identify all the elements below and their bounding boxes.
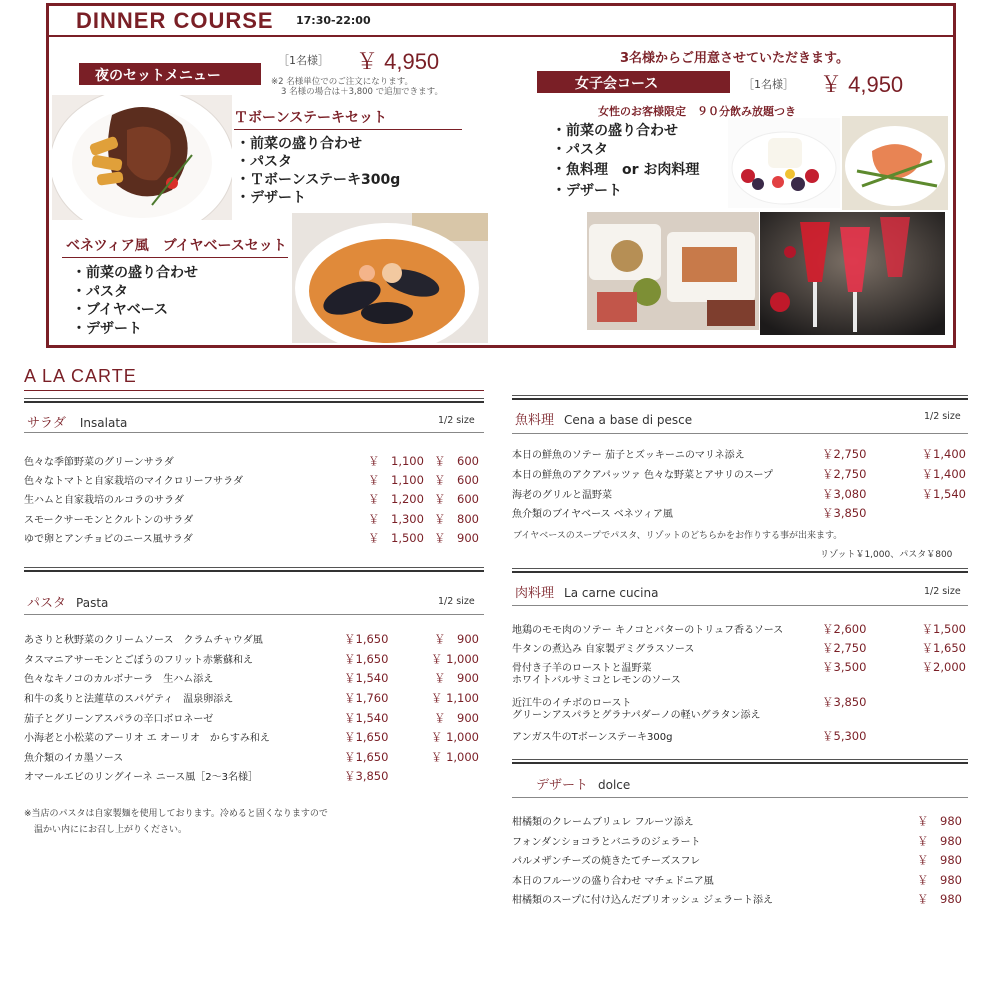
divider	[234, 129, 462, 130]
course-item: ・デザート	[552, 183, 622, 199]
tbone-steak-photo	[52, 95, 232, 220]
item-price: ￥2,750	[822, 641, 867, 655]
item-half-price: ￥ 600	[434, 492, 479, 506]
item-price: ￥2,750	[822, 447, 867, 461]
menu-row	[24, 491, 484, 509]
item-name: スモークサーモンとクルトンのサラダ	[24, 515, 194, 526]
item-price: ￥1,650	[344, 750, 389, 764]
item-name: ゆで卵とアンチョビのニース風サラダ	[24, 534, 193, 545]
item-name: 地鶏のモモ肉のソテー キノコとバターのトリュフ香るソース	[512, 625, 784, 636]
menu-row	[24, 631, 484, 649]
item-name: 海老のグリルと温野菜	[512, 490, 612, 501]
course-item: ・前菜の盛り合わせ	[72, 265, 198, 281]
course-item: ・デザート	[72, 321, 142, 337]
item-price: ￥ 1,200	[368, 492, 424, 506]
section-rule	[512, 568, 968, 573]
item-name: あさりと秋野菜のクリームソース クラムチャウダ風	[24, 635, 263, 646]
item-name: アンガス牛のTボーンステーキ300g	[512, 732, 673, 743]
item-half-price: ￥1,400	[921, 447, 966, 461]
item-price: ￥ 980	[917, 853, 962, 867]
menu-row	[24, 511, 484, 529]
section-title-jp: デザート	[536, 778, 589, 793]
section-title-jp: パスタ	[27, 596, 67, 611]
menu-row	[512, 728, 968, 746]
section-rule	[24, 398, 484, 403]
item-name: 柑橘類のスープに付け込んだブリオッシュ ジェラート添え	[512, 895, 773, 906]
pasta-section-title	[27, 592, 108, 611]
champagne-photo	[760, 212, 945, 335]
menu-row	[24, 453, 484, 471]
pasta-note: ※当店のパスタは自家製麺を使用しております。冷めると固くなりますので	[24, 809, 328, 819]
half-size-label: 1/2 size	[924, 586, 961, 597]
item-half-price: ￥1,500	[921, 622, 966, 636]
item-name: フォンダンショコラとバニラのジェラート	[512, 837, 701, 848]
item-subtitle: ホワイトバルサミコとレモンのソース	[512, 675, 681, 686]
item-price: ￥1,650	[344, 632, 389, 646]
item-half-price: ￥ 1,000	[430, 652, 479, 666]
item-price: ￥5,300	[822, 729, 867, 743]
item-name: 魚介類のブイヤベース ベネツィア風	[512, 509, 673, 520]
divider	[24, 390, 484, 391]
section-rule	[512, 759, 968, 764]
item-price: ￥ 980	[917, 892, 962, 906]
fish-section-title	[515, 409, 692, 428]
menu-row	[512, 694, 968, 722]
course-item: ・パスタ	[72, 284, 128, 300]
course-item: ・魚料理 or お肉料理	[552, 162, 700, 178]
item-half-price: ￥1,400	[921, 467, 966, 481]
section-title-jp: サラダ	[27, 416, 66, 431]
item-name: 和牛の炙りと法蓮草のスパゲティ 温泉卵添え	[24, 694, 234, 705]
item-half-price: ￥ 800	[434, 512, 479, 526]
course-item: ・ブイヤベース	[72, 302, 169, 318]
item-price: ￥ 980	[917, 873, 962, 887]
set-note: 3 名様の場合は＋3,800 で追加できます。	[281, 87, 443, 97]
menu-row	[24, 690, 484, 708]
item-half-price: ￥ 900	[434, 531, 479, 545]
item-price: ￥3,850	[822, 506, 867, 520]
item-name: タスマニアサーモンとごぼうのフリット赤紫蘇和え	[24, 655, 253, 666]
item-half-price: ￥ 900	[434, 711, 479, 725]
item-price: ￥3,500	[822, 660, 867, 674]
item-price: ￥ 1,100	[368, 454, 424, 468]
item-price: ￥ 980	[917, 834, 962, 848]
dessert-photo	[728, 118, 840, 208]
menu-row	[24, 472, 484, 490]
divider	[62, 257, 288, 258]
bouillabaisse-set-title: ベネツィア風 ブイヤベースセット	[66, 238, 287, 254]
bouillabaisse-photo	[292, 213, 488, 343]
girls-availability: 3名様からご用意させていただきます。	[620, 51, 850, 66]
course-item: ・Ｔボーンステーキ300g	[236, 172, 401, 188]
menu-row	[24, 651, 484, 669]
divider	[46, 35, 956, 37]
half-size-label: 1/2 size	[438, 596, 475, 607]
item-price: ￥1,650	[344, 652, 389, 666]
girls-price: ￥ 4,950	[820, 72, 904, 97]
item-half-price: ￥ 1,100	[430, 691, 479, 705]
item-price: ￥1,540	[344, 671, 389, 685]
course-item: ・前菜の盛り合わせ	[236, 136, 362, 152]
set-price: ￥ 4,950	[356, 49, 440, 74]
section-title-it: Cena a base di pesce	[564, 413, 693, 427]
item-name: 茄子とグリーンアスパラの辛口ボロネーゼ	[24, 714, 214, 725]
divider	[512, 605, 968, 606]
section-title-it: La carne cucina	[564, 586, 659, 600]
dinner-title: DINNER COURSE	[76, 8, 274, 33]
item-name: 色々なトマトと自家栽培のマイクロリーフサラダ	[24, 476, 243, 487]
menu-row	[512, 813, 962, 831]
set-menu-banner: 夜のセットメニュー	[79, 63, 261, 85]
item-half-price: ￥1,540	[921, 487, 966, 501]
course-item: ・デザート	[236, 190, 306, 206]
item-name: 本日の鮮魚のソテー 茄子とズッキーニのマリネ添え	[512, 450, 745, 461]
menu-row	[512, 486, 968, 504]
set-price-label: ［1名様］	[278, 54, 329, 67]
item-name: パルメザンチーズの焼きたてチーズスフレ	[512, 856, 701, 867]
item-name: 骨付き子羊のローストと温野菜	[512, 663, 652, 674]
menu-row	[24, 530, 484, 548]
salad-section-title	[27, 412, 127, 431]
section-title-it: Insalata	[79, 416, 128, 430]
course-item: ・パスタ	[236, 154, 292, 170]
item-price: ￥3,850	[344, 769, 389, 783]
item-name: 色々なキノコのカルボナーラ 生ハム添え	[24, 674, 214, 685]
divider	[24, 432, 484, 433]
dinner-hours: 17:30-22:00	[296, 14, 371, 27]
item-name: オマールエビのリングイーネ ニース風［2～3名様］	[24, 772, 259, 783]
item-name: 小海老と小松菜のアーリオ エ オーリオ からすみ和え	[24, 733, 270, 744]
item-price: ￥1,650	[344, 730, 389, 744]
dessert-section-title	[536, 774, 630, 793]
item-subtitle: グリーンアスパラとグラナパダーノの軽いグラタン添え	[512, 710, 761, 721]
menu-row	[512, 659, 968, 687]
menu-row	[512, 852, 962, 870]
menu-row	[512, 621, 968, 639]
fish-note-prices: リゾット￥1,000、パスタ￥800	[820, 550, 953, 560]
girls-price-label: ［1名様］	[743, 78, 794, 91]
menu-row	[24, 749, 484, 767]
alacarte-title: A LA CARTE	[24, 366, 137, 386]
menu-row	[24, 768, 484, 786]
course-item: ・前菜の盛り合わせ	[552, 123, 678, 139]
item-price: ￥2,750	[822, 467, 867, 481]
fish-note: ブイヤベースのスープでパスタ、リゾットのどちらかをお作りする事が出来ます。	[513, 531, 843, 541]
divider	[24, 614, 484, 615]
section-title-jp: 肉料理	[515, 586, 555, 601]
item-name: 生ハムと自家栽培のルコラのサラダ	[24, 495, 184, 506]
divider	[512, 797, 968, 798]
section-rule	[24, 567, 484, 572]
menu-row	[512, 446, 968, 464]
item-price: ￥1,540	[344, 711, 389, 725]
section-title-jp: 魚料理	[515, 413, 555, 428]
item-name: 魚介類のイカ墨ソース	[24, 753, 124, 764]
menu-row	[24, 729, 484, 747]
menu-row	[512, 872, 962, 890]
section-title-it: Pasta	[76, 596, 109, 610]
menu-row	[24, 670, 484, 688]
tbone-set-title: Ｔボーンステーキセット	[234, 110, 388, 126]
menu-row	[512, 640, 968, 658]
item-price: ￥3,080	[822, 487, 867, 501]
half-size-label: 1/2 size	[438, 415, 475, 426]
item-name: 本日の鮮魚のアクアパッツァ 色々な野菜とアサリのスープ	[512, 470, 773, 481]
item-half-price: ￥ 600	[434, 454, 479, 468]
item-price: ￥1,760	[344, 691, 389, 705]
item-name: 色々な季節野菜のグリーンサラダ	[24, 457, 174, 468]
item-price: ￥2,600	[822, 622, 867, 636]
item-half-price: ￥ 900	[434, 632, 479, 646]
divider	[512, 433, 968, 434]
salmon-photo	[842, 116, 948, 210]
item-name: 本日のフルーツの盛り合わせ マチェドニア風	[512, 876, 714, 887]
item-name: 近江牛のイチボのロースト	[512, 698, 632, 709]
item-name: 牛タンの煮込み 自家製デミグラスソース	[512, 644, 695, 655]
item-half-price: ￥1,650	[921, 641, 966, 655]
item-half-price: ￥ 1,000	[430, 750, 479, 764]
item-price: ￥3,850	[822, 695, 867, 709]
course-item: ・パスタ	[552, 142, 608, 158]
antipasto-photo	[587, 212, 759, 330]
section-rule	[512, 395, 968, 400]
item-half-price: ￥ 1,000	[430, 730, 479, 744]
item-name: 柑橘類のクレームブリュレ フルーツ添え	[512, 817, 694, 828]
menu-row	[512, 505, 968, 523]
section-title-it: dolce	[598, 778, 631, 792]
girls-course-banner: 女子会コース	[537, 71, 730, 93]
item-half-price: ￥ 600	[434, 473, 479, 487]
meat-section-title	[515, 582, 658, 601]
pasta-note: 温かい内ににお召し上がりください。	[34, 825, 188, 835]
item-price: ￥ 1,500	[368, 531, 424, 545]
item-price: ￥ 1,300	[368, 512, 424, 526]
item-half-price: ￥ 900	[434, 671, 479, 685]
item-half-price: ￥2,000	[921, 660, 966, 674]
item-price: ￥ 980	[917, 814, 962, 828]
set-note: ※2 名様単位でのご注文になります。	[271, 77, 414, 87]
menu-row	[512, 466, 968, 484]
menu-row	[512, 833, 962, 851]
menu-row	[24, 710, 484, 728]
menu-row	[512, 891, 962, 909]
half-size-label: 1/2 size	[924, 411, 961, 422]
item-price: ￥ 1,100	[368, 473, 424, 487]
girls-subtitle: 女性のお客様限定 ９０分飲み放題つき	[598, 105, 796, 118]
